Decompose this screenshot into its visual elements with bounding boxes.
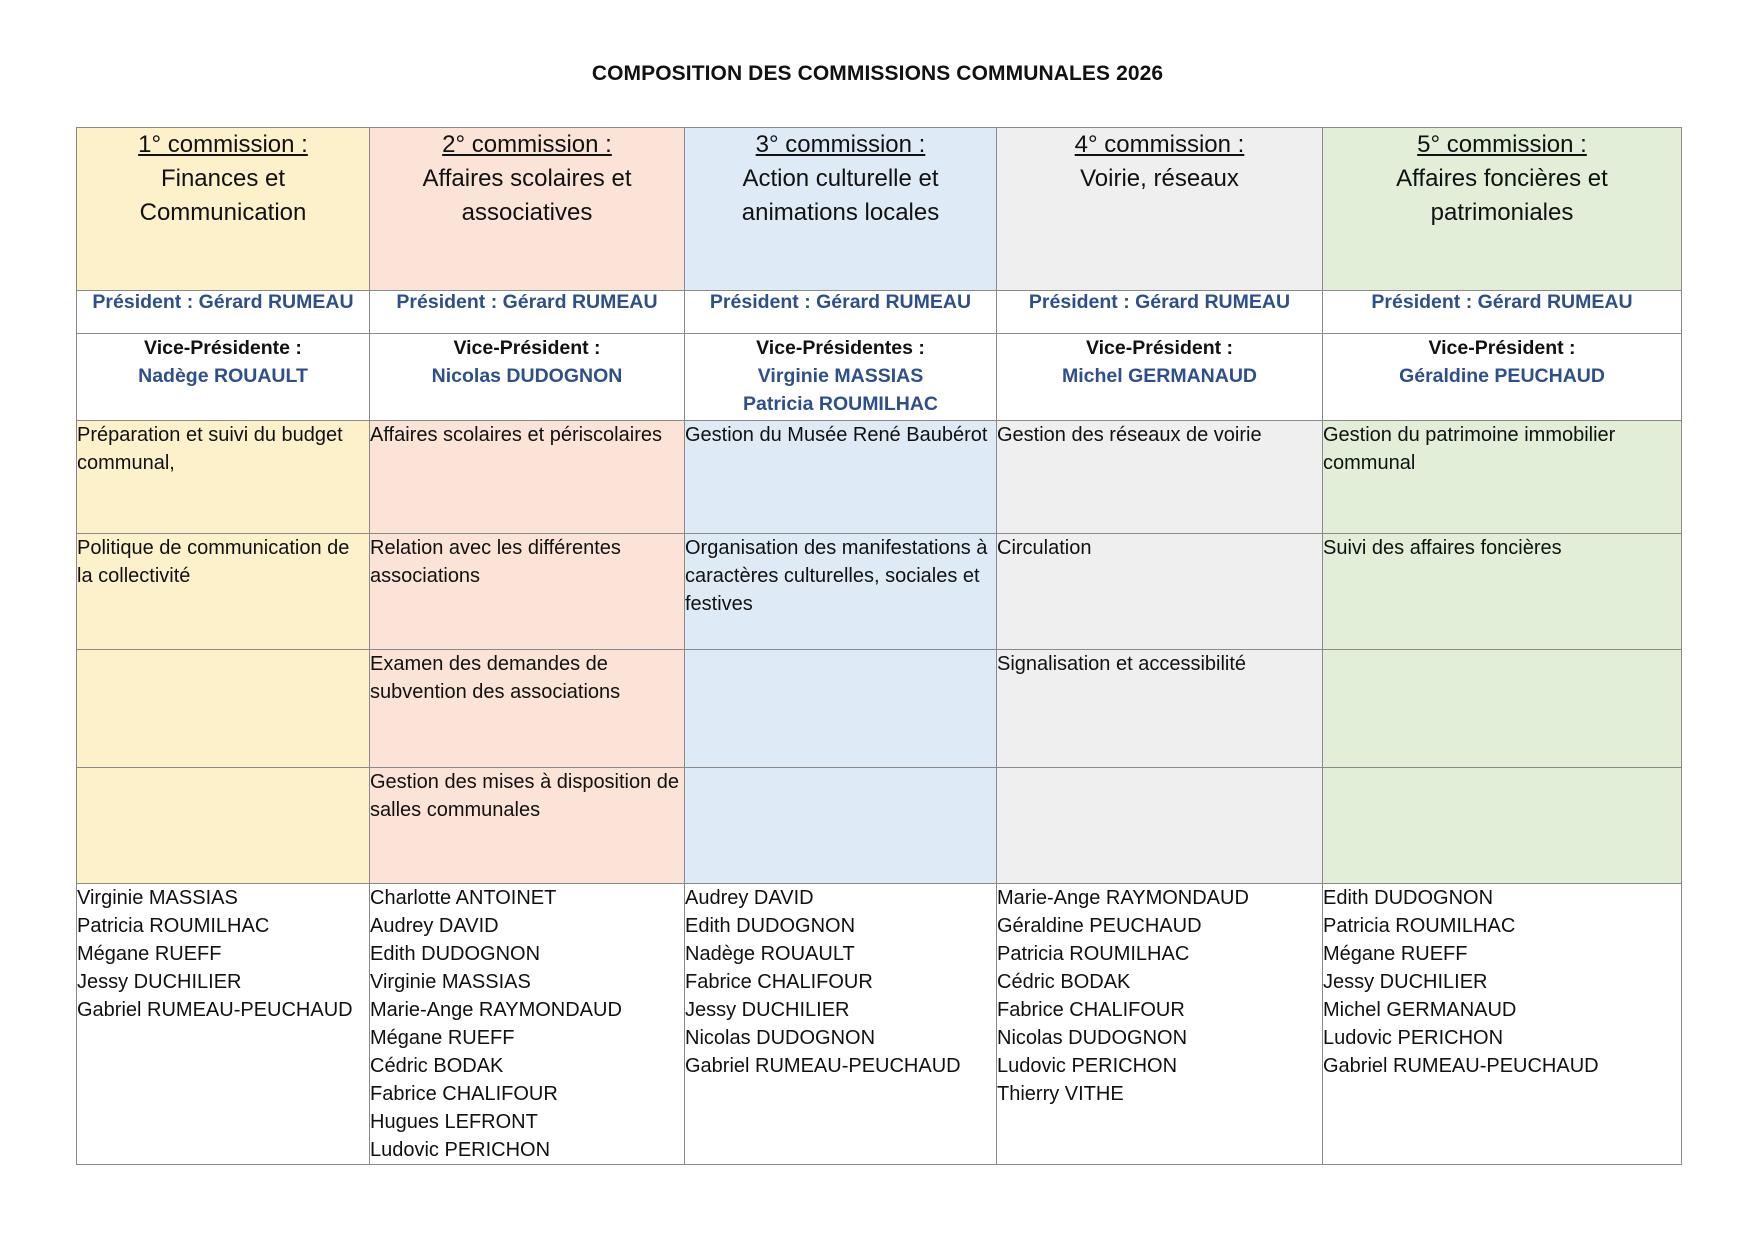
member-name: Edith DUDOGNON [1323, 887, 1494, 909]
document-title: COMPOSITION DES COMMISSIONS COMMUNALES 2026 [591, 62, 1164, 85]
vice-president-label: Vice-Présidente : [144, 337, 302, 359]
member-name: Jessy DUCHILIER [77, 971, 242, 993]
member-name: Géraldine PEUCHAUD [997, 915, 1202, 937]
commission-header-3 [685, 128, 997, 291]
task-row-3 [77, 650, 1682, 768]
vice-president-name: Virginie MASSIAS [757, 365, 924, 387]
commission-title: Affaires scolaires et associatives [422, 165, 632, 226]
task-cell [77, 650, 370, 768]
member-name: Ludovic PERICHON [1323, 1027, 1504, 1049]
commission-title: Finances et Communication [139, 165, 307, 226]
president-cell: Président : Gérard RUMEAU [685, 291, 997, 334]
member-name: Patricia ROUMILHAC [997, 943, 1190, 965]
president-cell: Président : Gérard RUMEAU [370, 291, 685, 334]
president-row [77, 291, 1682, 334]
task-cell: Gestion du Musée René Baubérot [685, 421, 997, 534]
task-cell [997, 768, 1323, 884]
task-cell: Affaires scolaires et périscolaires [370, 421, 685, 534]
commission-header-row [77, 128, 1682, 291]
member-name: Patricia ROUMILHAC [1323, 915, 1516, 937]
members-cell [685, 884, 997, 1165]
member-name: Nadège ROUAULT [685, 943, 855, 965]
president-cell: Président : Gérard RUMEAU [997, 291, 1323, 334]
member-name: Cédric BODAK [370, 1055, 504, 1077]
vice-president-name: Géraldine PEUCHAUD [1399, 365, 1605, 387]
commissions-table [76, 127, 1682, 1165]
task-cell: Signalisation et accessibilité [997, 650, 1323, 768]
commission-number: 3° commission : [755, 131, 926, 158]
member-name: Michel GERMANAUD [1323, 999, 1517, 1021]
commission-number: 1° commission : [138, 131, 308, 158]
task-row-2 [77, 534, 1682, 650]
commission-number: 2° commission : [442, 131, 612, 158]
task-cell [77, 768, 370, 884]
task-cell: Politique de communication de la collectivité [77, 534, 370, 650]
vice-president-cell [685, 334, 997, 421]
members-cell [77, 884, 370, 1165]
vice-president-cell [370, 334, 685, 421]
vice-president-cell [1323, 334, 1682, 421]
member-name: Virginie MASSIAS [370, 971, 531, 993]
member-name: Audrey DAVID [685, 887, 814, 909]
member-name: Fabrice CHALIFOUR [370, 1083, 558, 1105]
member-name: Virginie MASSIAS [77, 887, 238, 909]
vice-president-label: Vice-Président : [1428, 337, 1576, 359]
president-cell: Président : Gérard RUMEAU [1323, 291, 1682, 334]
members-cell [997, 884, 1323, 1165]
task-cell: Examen des demandes de subvention des associations [370, 650, 685, 768]
member-name: Mégane RUEFF [77, 943, 222, 965]
member-name: Mégane RUEFF [370, 1027, 515, 1049]
commission-title: Voirie, réseaux [1080, 165, 1239, 192]
task-row-1 [77, 421, 1682, 534]
member-name: Marie-Ange RAYMONDAUD [370, 999, 622, 1021]
task-cell [685, 768, 997, 884]
task-cell: Circulation [997, 534, 1323, 650]
member-name: Marie-Ange RAYMONDAUD [997, 887, 1249, 909]
member-name: Gabriel RUMEAU-PEUCHAUD [77, 999, 353, 1021]
president-cell: Président : Gérard RUMEAU [77, 291, 370, 334]
task-cell: Préparation et suivi du budget communal, [77, 421, 370, 534]
task-cell: Gestion des réseaux de voirie [997, 421, 1323, 534]
member-name: Ludovic PERICHON [997, 1055, 1178, 1077]
vice-president-label: Vice-Président : [1085, 337, 1234, 359]
member-name: Thierry VITHE [997, 1083, 1124, 1105]
member-name: Hugues LEFRONT [370, 1111, 538, 1133]
task-cell: Suivi des affaires foncières [1323, 534, 1682, 650]
commission-title: Affaires foncières et patrimoniales [1396, 165, 1608, 226]
members-cell [370, 884, 685, 1165]
member-name: Mégane RUEFF [1323, 943, 1468, 965]
commission-header-5 [1323, 128, 1682, 291]
commission-title: Action culturelle et animations locales [741, 165, 940, 226]
member-name: Gabriel RUMEAU-PEUCHAUD [685, 1055, 961, 1077]
members-cell [1323, 884, 1682, 1165]
member-name: Nicolas DUDOGNON [685, 1027, 876, 1049]
commission-header-1 [77, 128, 370, 291]
vice-president-name: Patricia ROUMILHAC [742, 393, 939, 415]
commission-number: 4° commission : [1074, 131, 1245, 158]
vice-president-label: Vice-Présidentes : [756, 337, 925, 359]
task-cell [685, 650, 997, 768]
vice-president-name: Nadège ROUAULT [138, 365, 308, 387]
task-row-4 [77, 768, 1682, 884]
task-cell: Relation avec les différentes associations [370, 534, 685, 650]
vice-president-cell [77, 334, 370, 421]
task-cell [1323, 650, 1682, 768]
member-name: Audrey DAVID [370, 915, 499, 937]
member-name: Jessy DUCHILIER [1323, 971, 1488, 993]
member-name: Fabrice CHALIFOUR [685, 971, 873, 993]
member-name: Cédric BODAK [997, 971, 1131, 993]
task-cell: Gestion des mises à disposition de salles communales [370, 768, 685, 884]
vice-president-label: Vice-Président : [453, 337, 601, 359]
task-cell [1323, 768, 1682, 884]
member-name: Edith DUDOGNON [685, 915, 856, 937]
vice-president-name: Nicolas DUDOGNON [431, 365, 623, 387]
member-name: Fabrice CHALIFOUR [997, 999, 1185, 1021]
task-cell: Organisation des manifestations à caractères culturelles, sociales et festives [685, 534, 997, 650]
member-name: Edith DUDOGNON [370, 943, 541, 965]
member-name: Ludovic PERICHON [370, 1139, 551, 1161]
commission-header-2 [370, 128, 685, 291]
commission-number: 5° commission : [1417, 131, 1587, 158]
task-cell: Gestion du patrimoine immobilier communal [1323, 421, 1682, 534]
vice-president-name: Michel GERMANAUD [1061, 365, 1257, 387]
vice-president-row [77, 334, 1682, 421]
commission-header-4 [997, 128, 1323, 291]
member-name: Nicolas DUDOGNON [997, 1027, 1188, 1049]
member-name: Patricia ROUMILHAC [77, 915, 270, 937]
vice-president-cell [997, 334, 1323, 421]
member-name: Jessy DUCHILIER [685, 999, 850, 1021]
member-name: Gabriel RUMEAU-PEUCHAUD [1323, 1055, 1599, 1077]
members-row [77, 884, 1682, 1165]
member-name: Charlotte ANTOINET [370, 887, 557, 909]
